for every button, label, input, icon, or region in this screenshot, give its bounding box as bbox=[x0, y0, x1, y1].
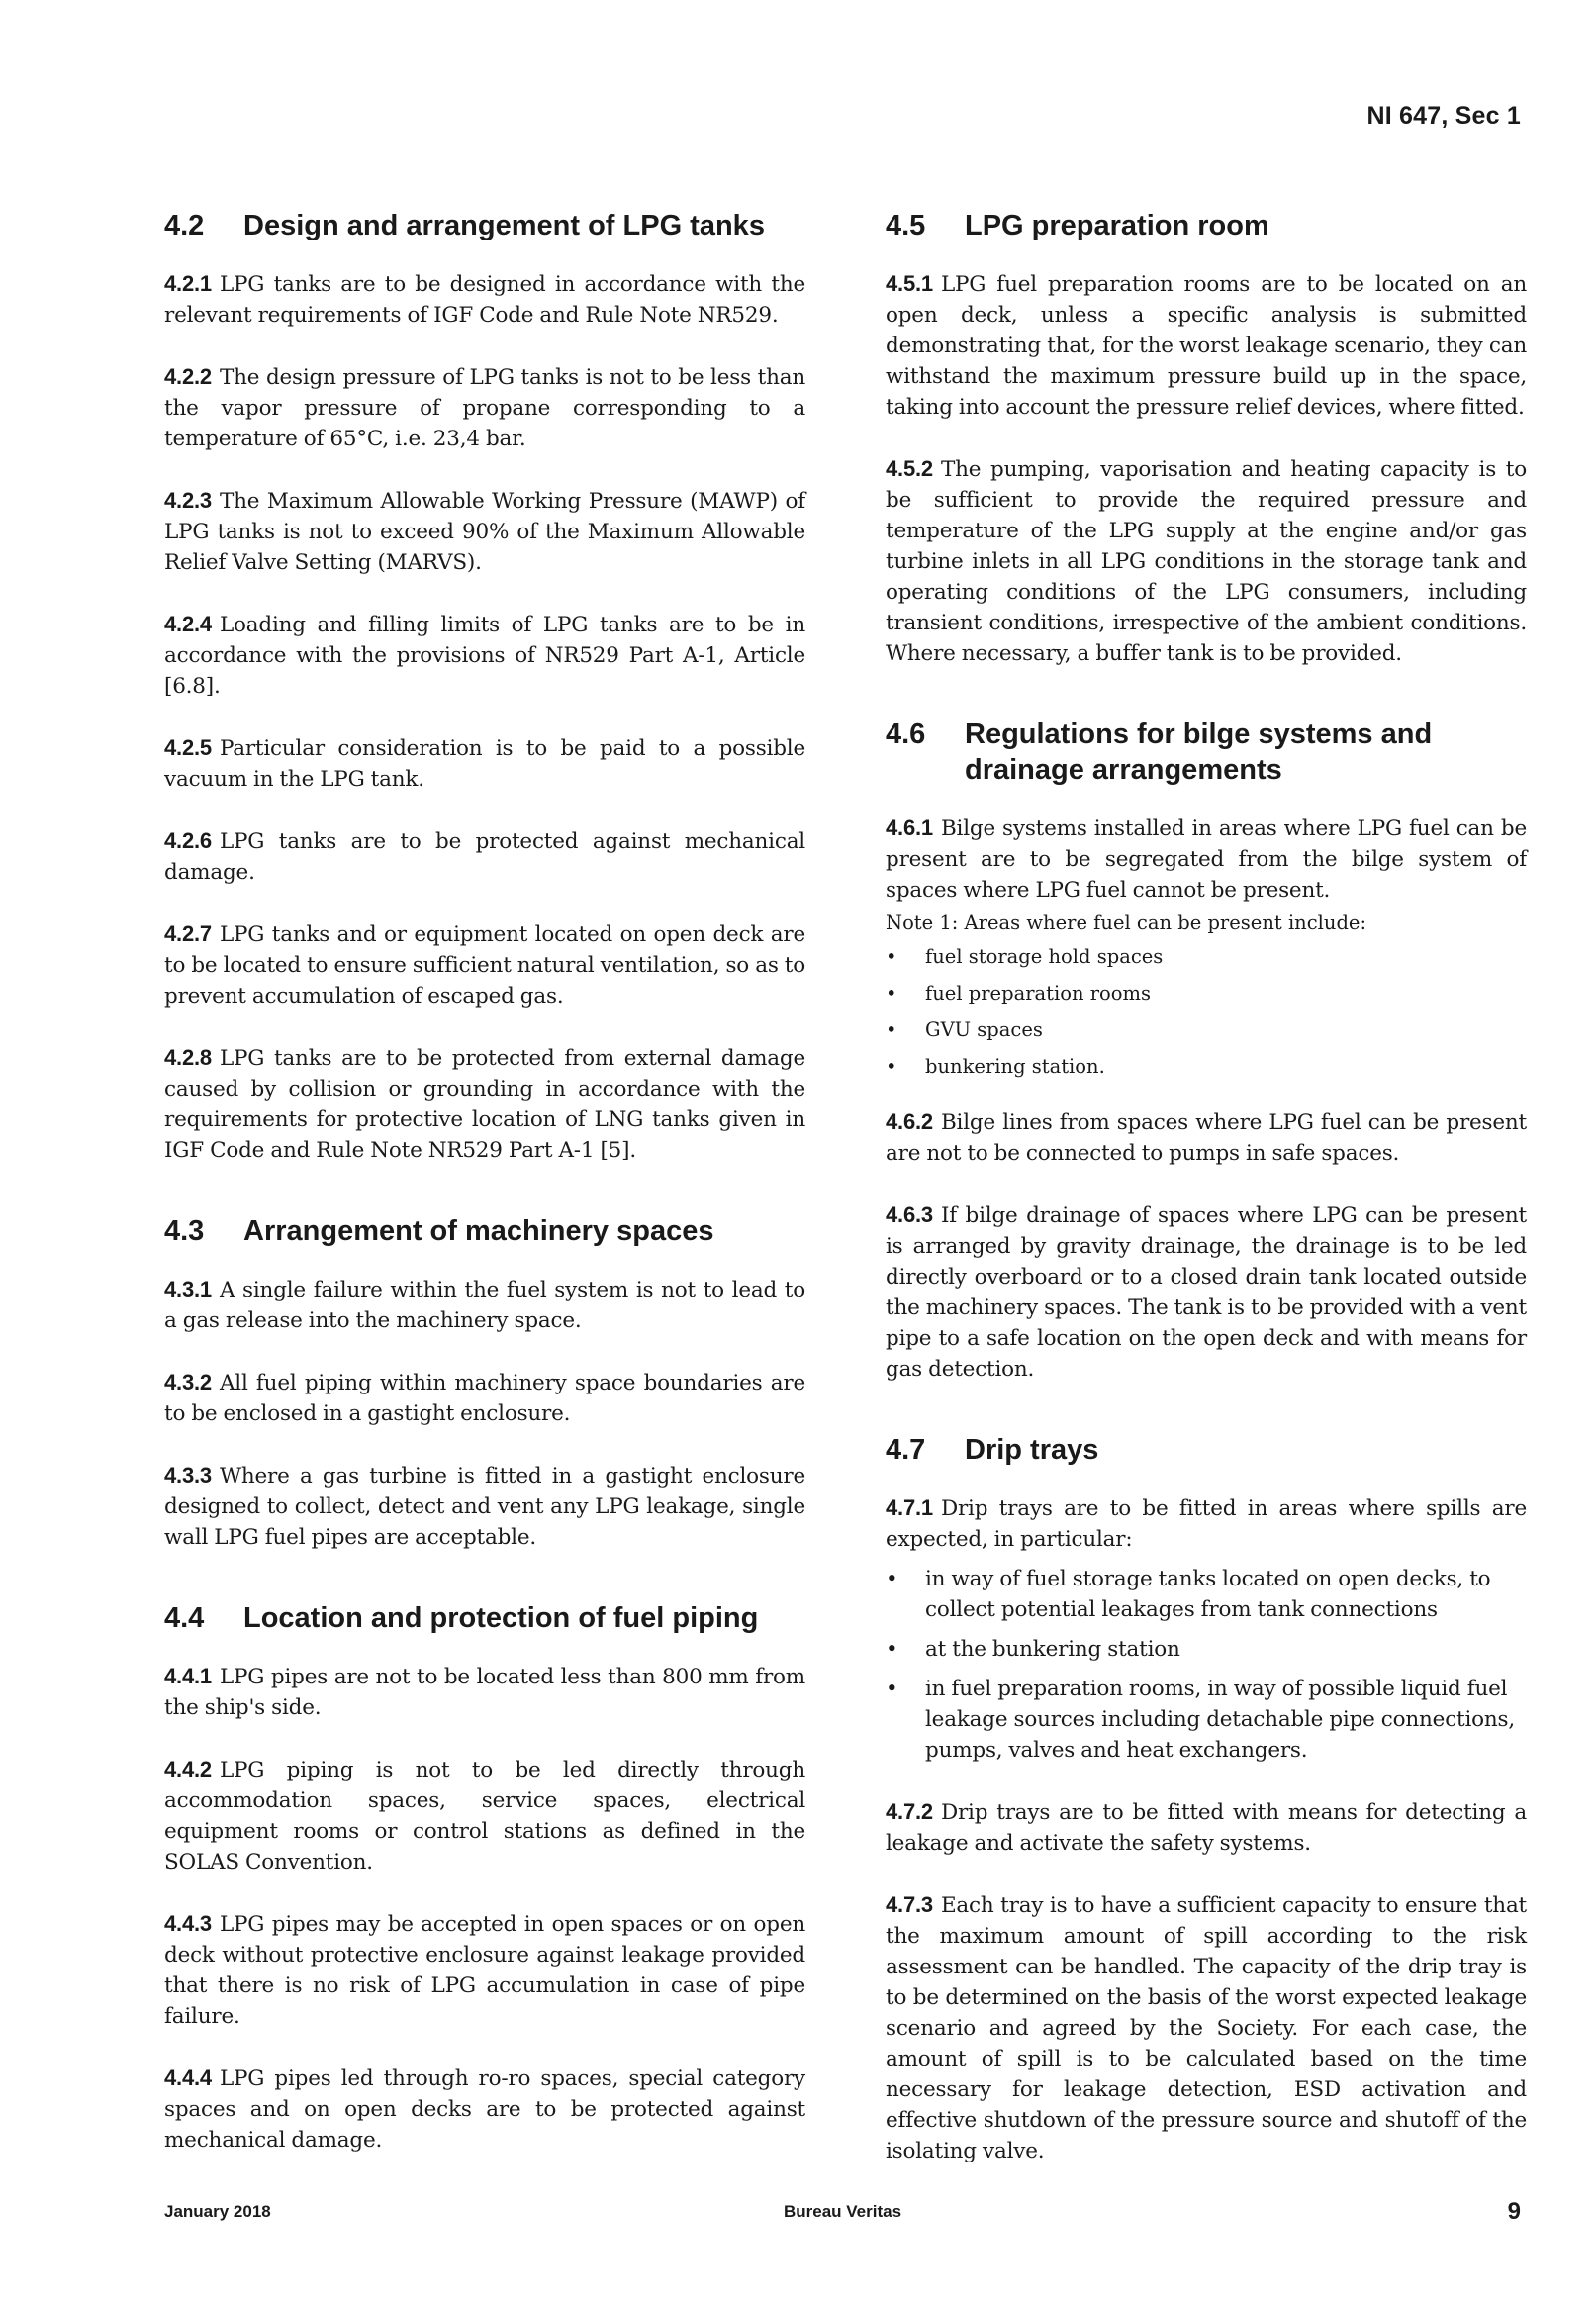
paragraph-4-5-1: 4.5.1 LPG fuel preparation rooms are to be located on an open deck, unless a specific analysis is submitted demonstrating that, for the worst leakage scenario, they can withstand the maximum pressure build up in the space, taking into account the pressure relief devices, where fitted. bbox=[886, 271, 1527, 420]
list-item: • fuel storage hold spaces bbox=[886, 943, 1527, 971]
list-item: • bunkering station. bbox=[886, 1053, 1527, 1081]
bullet-icon: • bbox=[886, 982, 897, 1005]
note-list bbox=[886, 943, 1527, 1081]
list-item: • GVU spaces bbox=[886, 1016, 1527, 1044]
bullet-icon: • bbox=[886, 1055, 897, 1078]
document-reference: NI 647, Sec 1 bbox=[1366, 102, 1521, 130]
paragraph-4-7-2: 4.7.2 Drip trays are to be fitted with means for detecting a leakage and activate the safety systems. bbox=[886, 1799, 1527, 1856]
right-column bbox=[886, 208, 1527, 2197]
paragraph-4-3-2: 4.3.2 All fuel piping within machinery space boundaries are to be enclosed in a gastight enclosure. bbox=[164, 1370, 805, 1426]
bullet-icon: • bbox=[886, 945, 897, 968]
note-label: Note 1: Areas where fuel can be present include: bbox=[886, 912, 1367, 934]
paragraph-4-2-1: 4.2.1 LPG tanks are to be designed in accordance with the relevant requirements of IGF Code and Rule Note NR529. bbox=[164, 271, 805, 328]
paragraph-4-3-3: 4.3.3 Where a gas turbine is fitted in a gastight enclosure designed to collect, detect and vent any LPG leakage, single wall LPG fuel pipes are acceptable. bbox=[164, 1463, 805, 1550]
paragraph-4-4-4: 4.4.4 LPG pipes led through ro-ro spaces, special category spaces and on open decks are to be protected against mechanical damage. bbox=[164, 2066, 805, 2153]
page-footer bbox=[164, 2198, 1521, 2228]
paragraph-4-2-2: 4.2.2 The design pressure of LPG tanks is not to be less than the vapor pressure of propane corresponding to a temperature of 65°C, i.e. 23,4 bar. bbox=[164, 364, 805, 451]
paragraph-4-7-1: 4.7.1 Drip trays are to be fitted in areas where spills are expected, in particular: bbox=[886, 1495, 1527, 1552]
left-column bbox=[164, 208, 805, 2186]
bullet-icon: • bbox=[886, 1677, 898, 1701]
paragraph-4-2-4: 4.2.4 Loading and filling limits of LPG tanks are to be in accordance with the provisions of NR529 Part A-1, Article [6.8]. bbox=[164, 612, 805, 699]
paragraph-4-2-3: 4.2.3 The Maximum Allowable Working Pressure (MAWP) of LPG tanks is not to exceed 90% of the Maximum Allowable Relief Valve Setting (MARVS). bbox=[164, 488, 805, 575]
bullet-icon: • bbox=[886, 1018, 897, 1041]
list-item: • at the bunkering station bbox=[886, 1634, 1527, 1665]
paragraph-4-4-1: 4.4.1 LPG pipes are not to be located less than 800 mm from the ship's side. bbox=[164, 1664, 805, 1720]
paragraph-4-6-1: 4.6.1 Bilge systems installed in areas where LPG fuel can be present are to be segregated from the bilge system of spaces where LPG fuel cannot be present. bbox=[886, 816, 1527, 903]
footer-date: January 2018 bbox=[164, 2202, 271, 2221]
paragraph-4-7-3: 4.7.3 Each tray is to have a sufficient capacity to ensure that the maximum amount of spill according to the risk assessment can be handled. The capacity of the drip tray is to be determined on the basis of the worst expected leakage scenario and agreed by the Society. For each case, the amount of spill is to be calculated based on the time necessary for leakage detection, ESD activation and effective shutdown of the pressure source and shutoff of the isolating valve. bbox=[886, 1892, 1527, 2163]
bullet-icon: • bbox=[886, 1637, 898, 1662]
paragraph-4-4-2: 4.4.2 LPG piping is not to be led directly through accommodation spaces, service spaces, electrical equipment rooms or control stations as defined in the SOLAS Convention. bbox=[164, 1757, 805, 1874]
footer-publisher: Bureau Veritas bbox=[783, 2202, 902, 2221]
paragraph-4-6-2: 4.6.2 Bilge lines from spaces where LPG fuel can be present are not to be connected to pumps in safe spaces. bbox=[886, 1109, 1527, 1166]
paragraph-4-5-2: 4.5.2 The pumping, vaporisation and heating capacity is to be sufficient to provide the required pressure and temperature of the LPG supply at the engine and/or gas turbine inlets in all LPG conditions in the storage tank and operating conditions of the LPG consumers, including transient conditions, irrespective of the ambient conditions. Where necessary, a buffer tank is to be provided. bbox=[886, 456, 1527, 666]
paragraph-4-2-5: 4.2.5 Particular consideration is to be paid to a possible vacuum in the LPG tank. bbox=[164, 735, 805, 792]
section-heading-4-7: 4.7 Drip trays bbox=[886, 1434, 1099, 1466]
paragraph-4-4-3: 4.4.3 LPG pipes may be accepted in open spaces or on open deck without protective enclosure against leakage provided that there is no risk of LPG accumulation in case of pipe failure. bbox=[164, 1911, 805, 2029]
section-heading-4-2: 4.2 Design and arrangement of LPG tanks bbox=[164, 210, 765, 241]
section-heading-4-3: 4.3 Arrangement of machinery spaces bbox=[164, 1215, 714, 1247]
paragraph-4-3-1: 4.3.1 A single failure within the fuel system is not to lead to a gas release into the machinery space. bbox=[164, 1277, 805, 1333]
list-item: • in fuel preparation rooms, in way of possible liquid fuel leakage sources including detachable pipe connections, pumps, valves and heat exchangers. bbox=[886, 1674, 1527, 1766]
paragraph-4-2-7: 4.2.7 LPG tanks and or equipment located on open deck are to be located to ensure sufficient natural ventilation, so as to prevent accumulation of escaped gas. bbox=[164, 921, 805, 1009]
paragraph-4-2-6: 4.2.6 LPG tanks are to be protected against mechanical damage. bbox=[164, 828, 805, 885]
section-heading-4-4: 4.4 Location and protection of fuel piping bbox=[164, 1602, 759, 1634]
page-number: 9 bbox=[1507, 2198, 1521, 2225]
section-heading-4-6: 4.6 Regulations for bilge systems and drainage arrangements bbox=[886, 719, 1433, 786]
bullet-list bbox=[886, 1564, 1527, 1766]
paragraph-4-6-3: 4.6.3 If bilge drainage of spaces where LPG can be present is arranged by gravity drainage, the drainage is to be led directly overboard or to a closed drain tank located outside the machinery spaces. The tank is to be provided with a vent pipe to a safe location on the open deck and with means for gas detection. bbox=[886, 1202, 1527, 1382]
bullet-icon: • bbox=[886, 1567, 898, 1591]
paragraph-4-2-8: 4.2.8 LPG tanks are to be protected from external damage caused by collision or grounding in accordance with the requirements for protective location of LNG tanks given in IGF Code and Rule Note NR529 Part A-1 [5]. bbox=[164, 1045, 805, 1163]
list-item: • in way of fuel storage tanks located on open decks, to collect potential leakages from tank connections bbox=[886, 1564, 1527, 1625]
list-item: • fuel preparation rooms bbox=[886, 980, 1527, 1008]
section-heading-4-5: 4.5 LPG preparation room bbox=[886, 210, 1269, 241]
